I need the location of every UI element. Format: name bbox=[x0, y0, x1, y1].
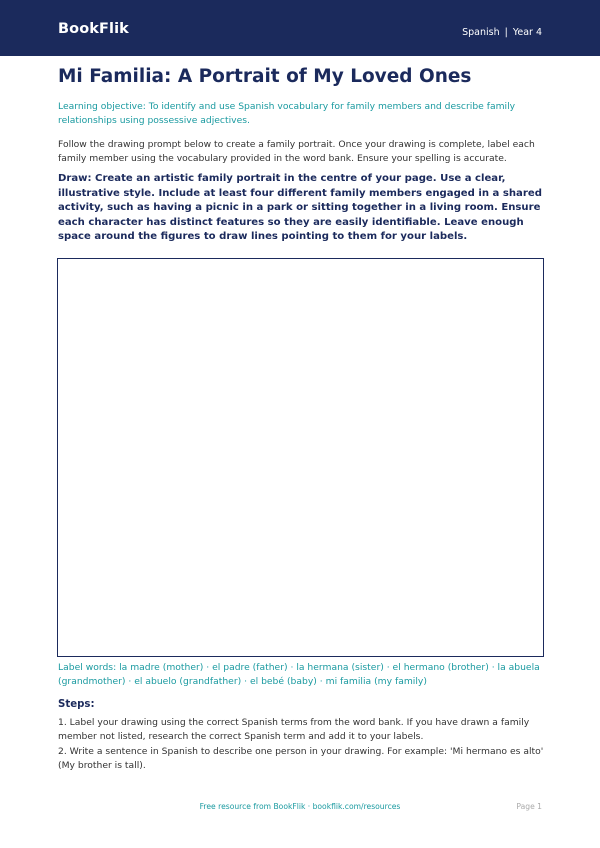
course-meta bbox=[462, 28, 542, 38]
steps-heading: Steps: bbox=[58, 699, 95, 710]
page-title: Mi Familia: A Portrait of My Loved Ones bbox=[58, 66, 472, 87]
year-label: Year 4 bbox=[512, 27, 542, 38]
instructions-text: Follow the drawing prompt below to create a family portrait. Once your drawing is complete, label each family member using the vocabulary provided in the word bank. Ensure your spelling is accurate. bbox=[58, 139, 535, 164]
drawing-area[interactable] bbox=[57, 258, 544, 657]
meta-separator: | bbox=[504, 27, 508, 38]
word-bank: Label words: la madre (mother) · el padre (father) · la hermana (sister) · el hermano (brother) · la abuela (grandmother) · el abuelo (grandfather) · el bebé (baby) · mi familia (my family) bbox=[58, 662, 540, 687]
step-item-1: 1. Label your drawing using the correct Spanish terms from the word bank. If you have drawn a family member not listed, research the correct Spanish term and add it to your labels. bbox=[58, 717, 530, 742]
page-number: Page 1 bbox=[516, 802, 542, 811]
footer-resource-link[interactable]: Free resource from BookFlik · bookflik.com/resources bbox=[199, 802, 401, 811]
step-item-2: 2. Write a sentence in Spanish to describe one person in your drawing. For example: 'Mi hermano es alto' (My brother is tall). bbox=[58, 746, 544, 771]
drawing-prompt: Draw: Create an artistic family portrait in the centre of your page. Use a clear, illustrative style. Include at least four different family members engaged in a shared activity, such as having a picnic in a park or sitting together in a living room. Ensure each character has distinct features so they are easily identifiable. Leave enough space around the figures to draw lines pointing to them for your labels. bbox=[58, 173, 542, 242]
subject-label: Spanish bbox=[462, 27, 500, 38]
learning-objective: Learning objective: To identify and use Spanish vocabulary for family members and describe family relationships using possessive adjectives. bbox=[58, 101, 516, 126]
page-header bbox=[0, 0, 600, 56]
brand-logo: BookFlik bbox=[58, 21, 129, 37]
